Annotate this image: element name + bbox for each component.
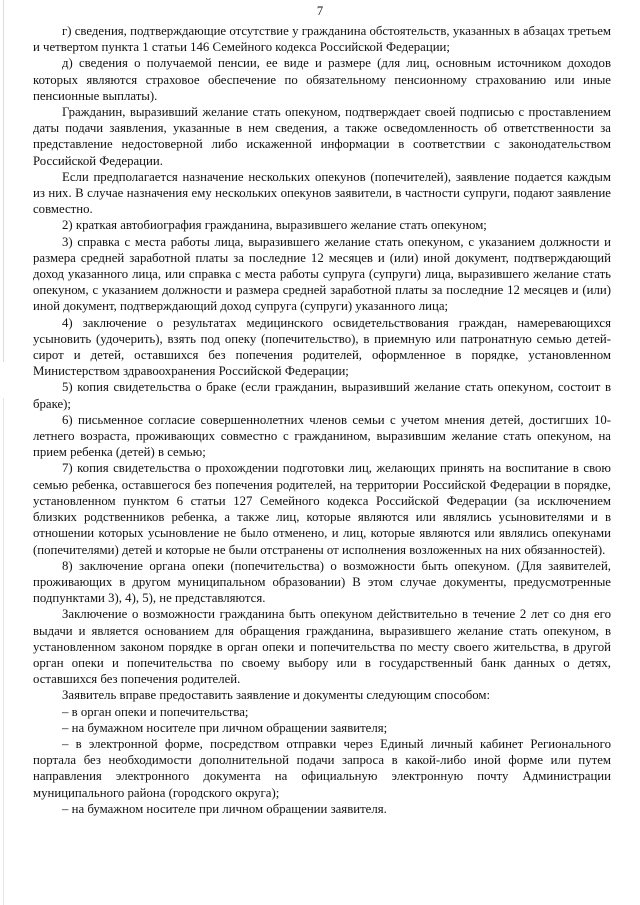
- list-item: – в орган опеки и попечительства;: [62, 704, 249, 719]
- list-item: – на бумажном носителе при личном обращении заявителя.: [62, 801, 387, 816]
- paragraph: Гражданин, выразивший желание стать опекуном, подтверждает своей подписью с проставлением даты подачи заявления, указанные в нем сведения, а также осведомленность об ответственности за представление недостоверной либо искаженной информации в соответствии с законодательством Российской Федерации.: [33, 105, 611, 168]
- paragraph: Если предполагается назначение нескольких опекунов (попечителей), заявление подается каждым из них. В случае назначения ему нескольких опекунов заявители, в частности супруги, подают заявление совместно.: [33, 169, 611, 217]
- scan-margin-line: [3, 0, 4, 905]
- paragraph: 7) копия свидетельства о прохождении подготовки лиц, желающих принять на воспитание в свою семью ребенка, оставшегося без попечения родителей, на территории Российской Федерации в порядке, установленном пунктом 6 статьи 127 Семейного кодекса Российской Федерации (за исключением близких родственников ребенка, а также лиц, которые являются или являлись усыновителями и в отношении которых усыновление не было отменено, и лиц, которые являются или являлись опекунами (попечителями) детей и которые не были отстранены от исполнения возложенных на них обязанностей).: [33, 461, 611, 557]
- paragraph: 8) заключение органа опеки (попечительства) о возможности быть опекуном. (Для заявителей, проживающих в другом муниципальном образовании) В этом случае документы, предусмотренные подпунктами 3), 4), 5), не представляются.: [33, 558, 611, 606]
- list-item: – в электронной форме, посредством отправки через Единый личный кабинет Регионального портала без необходимости дополнительной подачи запроса в какой-либо иной форме или путем направления электронного документа на официальную электронную почту Администрации муниципального района (городского округа);: [33, 736, 611, 800]
- paragraph: 2) краткая автобиография гражданина, выразившего желание стать опекуном;: [62, 218, 487, 233]
- paragraph: г) сведения, подтверждающие отсутствие у гражданина обстоятельств, указанных в абзацах третьем и четвертом пункта 1 статьи 146 Семейного кодекса Российской Федерации;: [33, 24, 611, 55]
- paragraph: 4) заключение о результатах медицинского освидетельствования граждан, намеревающихся усыновить (удочерить), взять под опеку (попечительство), в приемную или патронатную семью детей-сирот и детей, оставшихся без попечения родителей, оформленное в порядке, установленном Министерством здравоохранения Российской Федерации;: [33, 315, 611, 379]
- paragraph: 5) копия свидетельства о браке (если гражданин, выразивший желание стать опекуном, состоит в браке);: [33, 380, 611, 411]
- list-item: – на бумажном носителе при личном обращении заявителя;: [62, 720, 388, 735]
- paragraph: д) сведения о получаемой пенсии, ее виде и размере (для лиц, основным источником доходов которых являются страховое обеспечение по обязательному пенсионному страхованию или иные пенсионные выплаты).: [33, 56, 611, 103]
- document-body: [33, 23, 611, 817]
- paragraph: Заключение о возможности гражданина быть опекуном действительно в течение 2 лет со дня его выдачи и является основанием для обращения гражданина, выразившего желание стать опекуном, в установленном законом порядке в орган опеки и попечительства по месту своего жительства, в другой орган опеки и попечительства по своему выбору или в государственный банк данных о детях, оставшихся без попечения родителей.: [33, 607, 611, 687]
- paragraph: 6) письменное согласие совершеннолетних членов семьи с учетом мнения детей, достигших 10-летнего возраста, проживающих совместно с гражданином, выразившим желание стать опекуном, на прием ребенка (детей) в семью;: [33, 412, 611, 460]
- page-number: 7: [316, 4, 324, 18]
- paragraph: Заявитель вправе предоставить заявление и документы следующим способом:: [62, 688, 491, 703]
- paragraph: 3) справка с места работы лица, выразившего желание стать опекуном, с указанием должности и размера средней заработной платы за последние 12 месяцев и (или) иной документ, подтверждающий доход указанного лица, или справка с места работы супруга (супруги) лица, выразившего желание стать опекуном, с указанием должности и размера средней заработной платы за последние 12 месяцев и (или) иной документ, подтверждающий доход супруга (супруги) указанного лица;: [33, 234, 611, 314]
